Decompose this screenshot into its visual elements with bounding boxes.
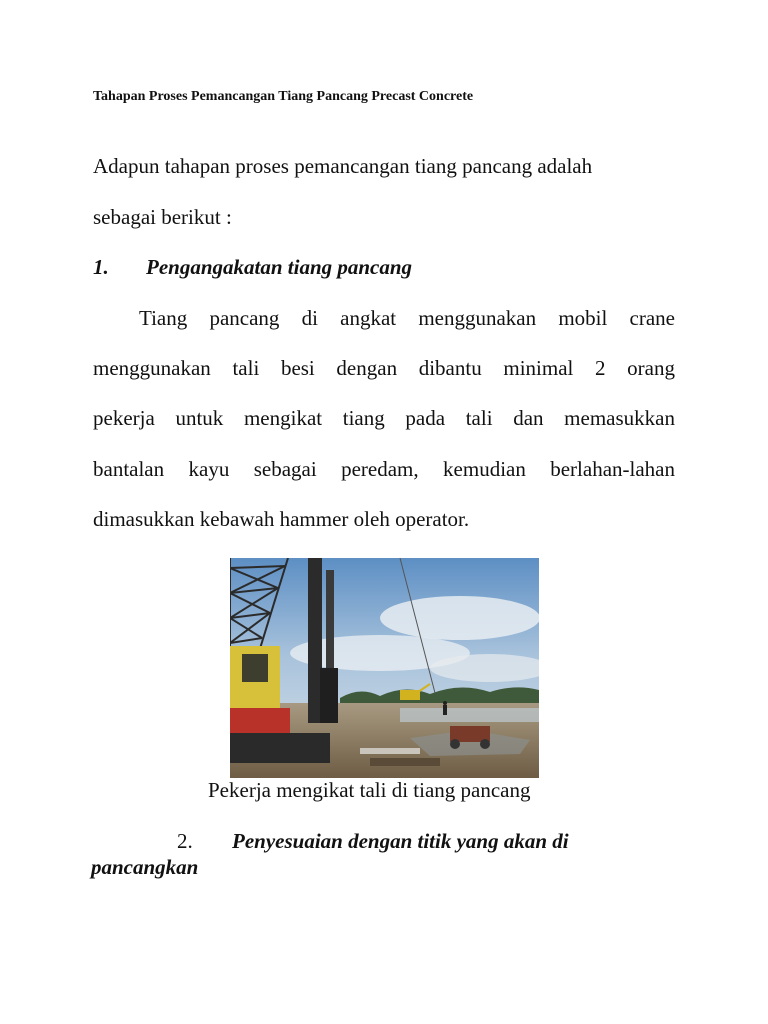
section-2-heading-continued: pancangkan bbox=[91, 855, 199, 879]
section-2-number: 2. bbox=[177, 829, 193, 853]
paragraph-line-3: pekerja untuk mengikat tiang pada tali dan memasukkan bbox=[93, 406, 675, 430]
paragraph-line-5: dimasukkan kebawah hammer oleh operator. bbox=[93, 507, 470, 531]
construction-site-photo bbox=[230, 558, 539, 778]
section-1-number: 1. bbox=[93, 255, 109, 279]
intro-line-1: Adapun tahapan proses pemancangan tiang pancang adalah bbox=[93, 154, 593, 178]
section-1-heading: Pengangakatan tiang pancang bbox=[146, 255, 413, 279]
paragraph-line-4: bantalan kayu sebagai peredam, kemudian berlahan-lahan bbox=[93, 457, 675, 481]
paragraph-line-1-text: Tiang pancang di angkat menggunakan mobil crane bbox=[139, 306, 675, 330]
section-2-heading: Penyesuaian dengan titik yang akan di bbox=[232, 829, 569, 853]
paragraph-line-2: menggunakan tali besi dengan dibantu minimal 2 orang bbox=[93, 356, 675, 380]
figure-caption: Pekerja mengikat tali di tiang pancang bbox=[208, 778, 531, 802]
paragraph-line-1 bbox=[93, 306, 675, 331]
intro-line-2: sebagai berikut : bbox=[93, 205, 232, 229]
document-title: Tahapan Proses Pemancangan Tiang Pancang Precast Concrete bbox=[93, 89, 474, 104]
